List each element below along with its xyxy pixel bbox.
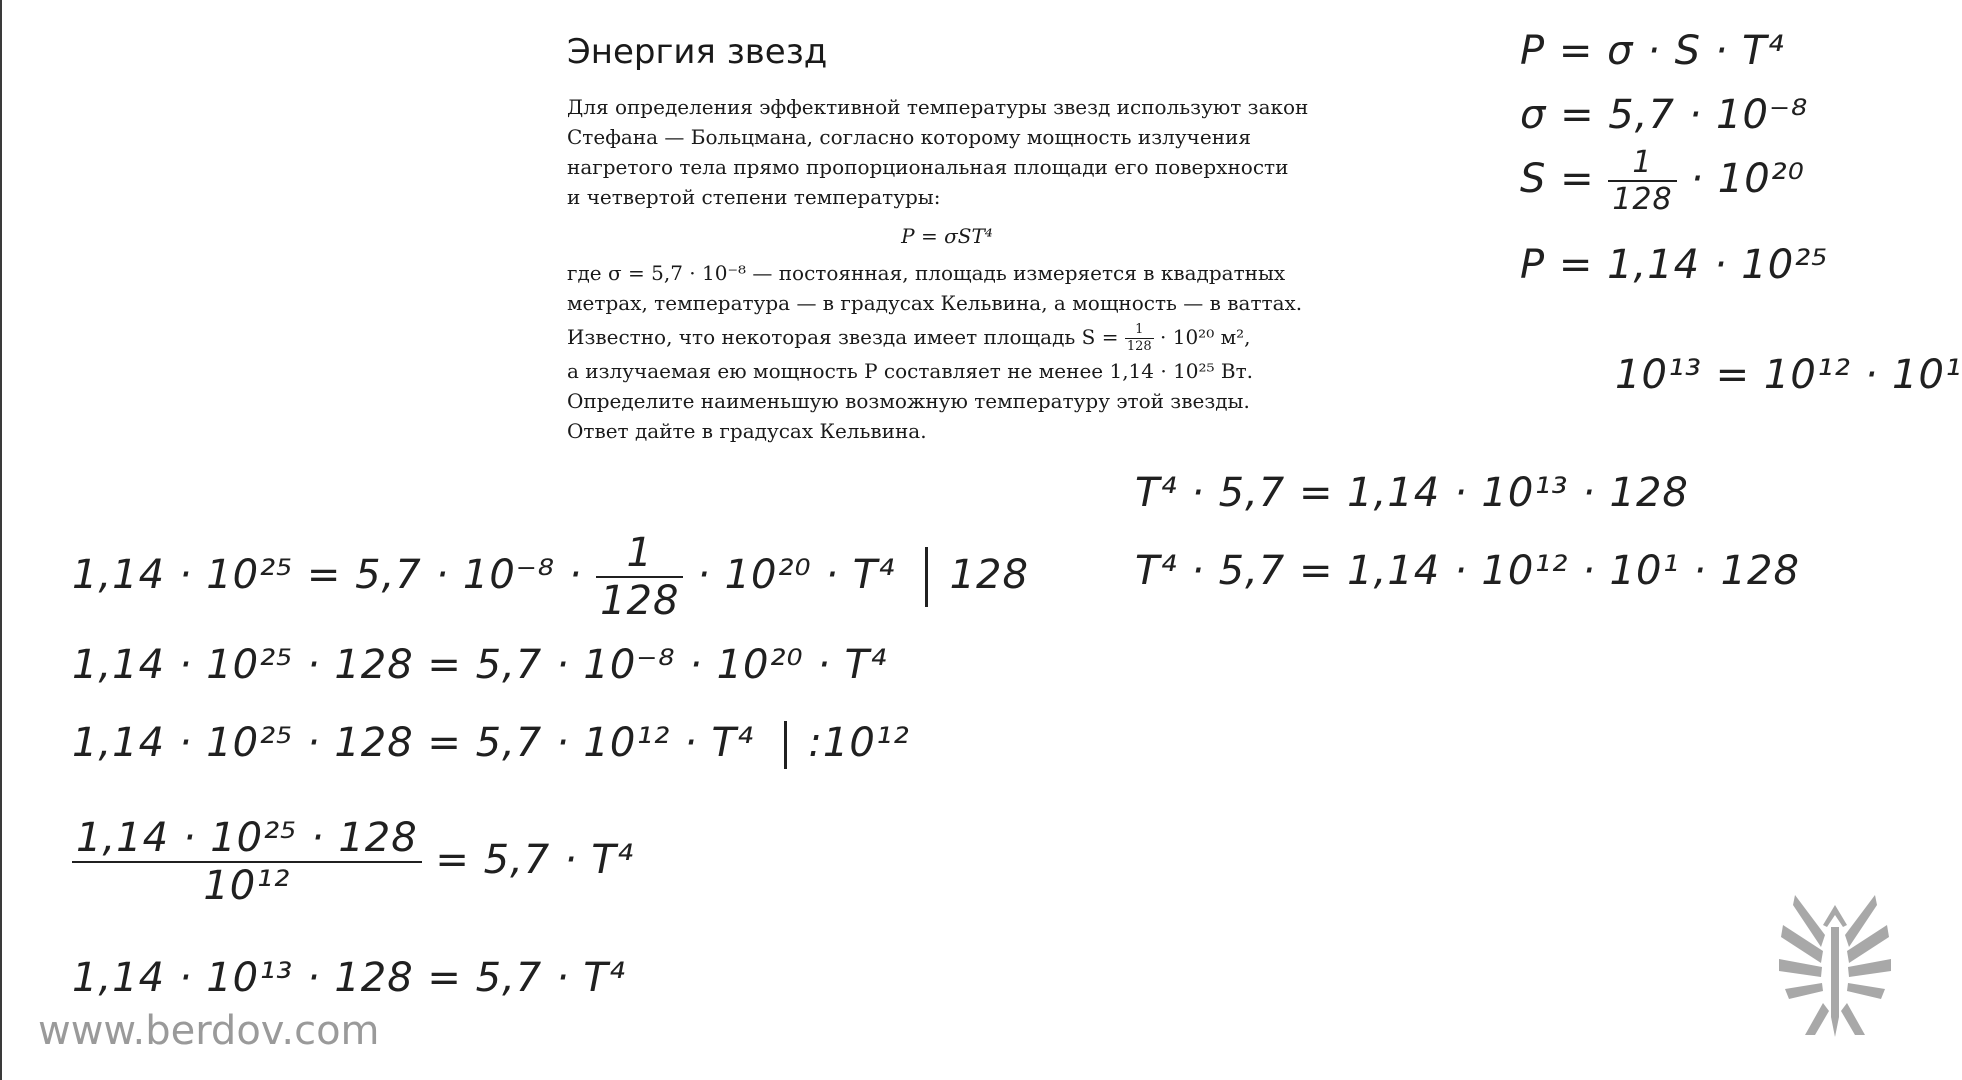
note-formula: P = σ · S · T⁴: [1520, 28, 1785, 74]
step-1: [72, 530, 1029, 624]
operation-bar: [925, 547, 928, 607]
step-4: [72, 815, 634, 909]
note-area-prefix: S =: [1520, 156, 1595, 202]
note-mid-1: T⁴ · 5,7 = 1,14 · 10¹³ · 128: [1135, 470, 1689, 516]
stefan-boltzmann-formula: P = σST⁴: [901, 224, 993, 248]
step-1-den: 128: [600, 578, 680, 624]
closing-line: Ответ дайте в градусах Кельвина.: [567, 419, 927, 443]
step-3: [72, 720, 910, 769]
closing-line: а излучаемая ею мощность P составляет не менее 1,14 · 10²⁵ Вт.: [567, 359, 1254, 383]
step-1-left: 1,14 · 10²⁵ = 5,7 · 10⁻⁸ ·: [72, 552, 583, 598]
area-prefix: Известно, что некоторая звезда имеет площадь S =: [567, 325, 1119, 349]
note-power: P = 1,14 · 10²⁵: [1520, 242, 1829, 288]
step-5: 1,14 · 10¹³ · 128 = 5,7 · T⁴: [72, 955, 626, 1001]
area-suffix: · 10²⁰ м²,: [1160, 325, 1251, 349]
page-title: Энергия звезд: [567, 32, 828, 72]
note-area: [1520, 145, 1805, 217]
area-fraction-num: 1: [1125, 322, 1154, 339]
where-line: метрах, температура — в градусах Кельвина, а мощность — в ваттах.: [567, 291, 1303, 315]
note-area-suffix: · 10²⁰: [1690, 156, 1805, 202]
left-border: [0, 0, 2, 1080]
area-fraction: [1125, 322, 1154, 355]
step-3-operation: :10¹²: [808, 720, 910, 766]
step-1-right: · 10²⁰ · T⁴: [697, 552, 896, 598]
intro-line: нагретого тела прямо пропорциональная площади его поверхности: [567, 155, 1289, 179]
step-1-operation: 128: [949, 552, 1029, 598]
step-3-main: 1,14 · 10²⁵ · 128 = 5,7 · 10¹² · T⁴: [72, 720, 754, 766]
intro-line: и четвертой степени температуры:: [567, 185, 941, 209]
operation-bar: [784, 721, 787, 769]
area-fraction-den: 128: [1126, 339, 1152, 354]
step-1-num: 1: [596, 530, 683, 578]
note-mid-2: T⁴ · 5,7 = 1,14 · 10¹² · 10¹ · 128: [1135, 548, 1800, 594]
closing-line: Определите наименьшую возможную температуру этой звезды.: [567, 389, 1250, 413]
problem-statement: [567, 32, 1327, 446]
note-area-num: 1: [1608, 145, 1676, 182]
step-2: 1,14 · 10²⁵ · 128 = 5,7 · 10⁻⁸ · 10²⁰ · T⁴: [72, 642, 888, 688]
note-sigma: σ = 5,7 · 10⁻⁸: [1520, 92, 1809, 138]
note-area-fraction: [1608, 145, 1676, 217]
where-line: где σ = 5,7 · 10⁻⁸ — постоянная, площадь измеряется в квадратных: [567, 261, 1286, 285]
intro-line: Для определения эффективной температуры звезд используют закон: [567, 95, 1309, 119]
watermark-url: www.berdov.com: [38, 1008, 380, 1054]
eagle-logo-icon: [1775, 885, 1895, 1055]
intro-line: Стефана — Больцмана, согласно которому мощность излучения: [567, 125, 1251, 149]
note-power-split: 10¹³ = 10¹² · 10¹: [1615, 352, 1962, 398]
note-area-den: 128: [1612, 182, 1673, 217]
area-line: [567, 318, 1327, 356]
step-4-fraction: [72, 815, 422, 909]
step-4-num: 1,14 · 10²⁵ · 128: [72, 815, 422, 863]
step-4-den: 10¹²: [203, 863, 291, 909]
step-1-fraction: [596, 530, 683, 624]
step-4-right: = 5,7 · T⁴: [435, 837, 634, 883]
